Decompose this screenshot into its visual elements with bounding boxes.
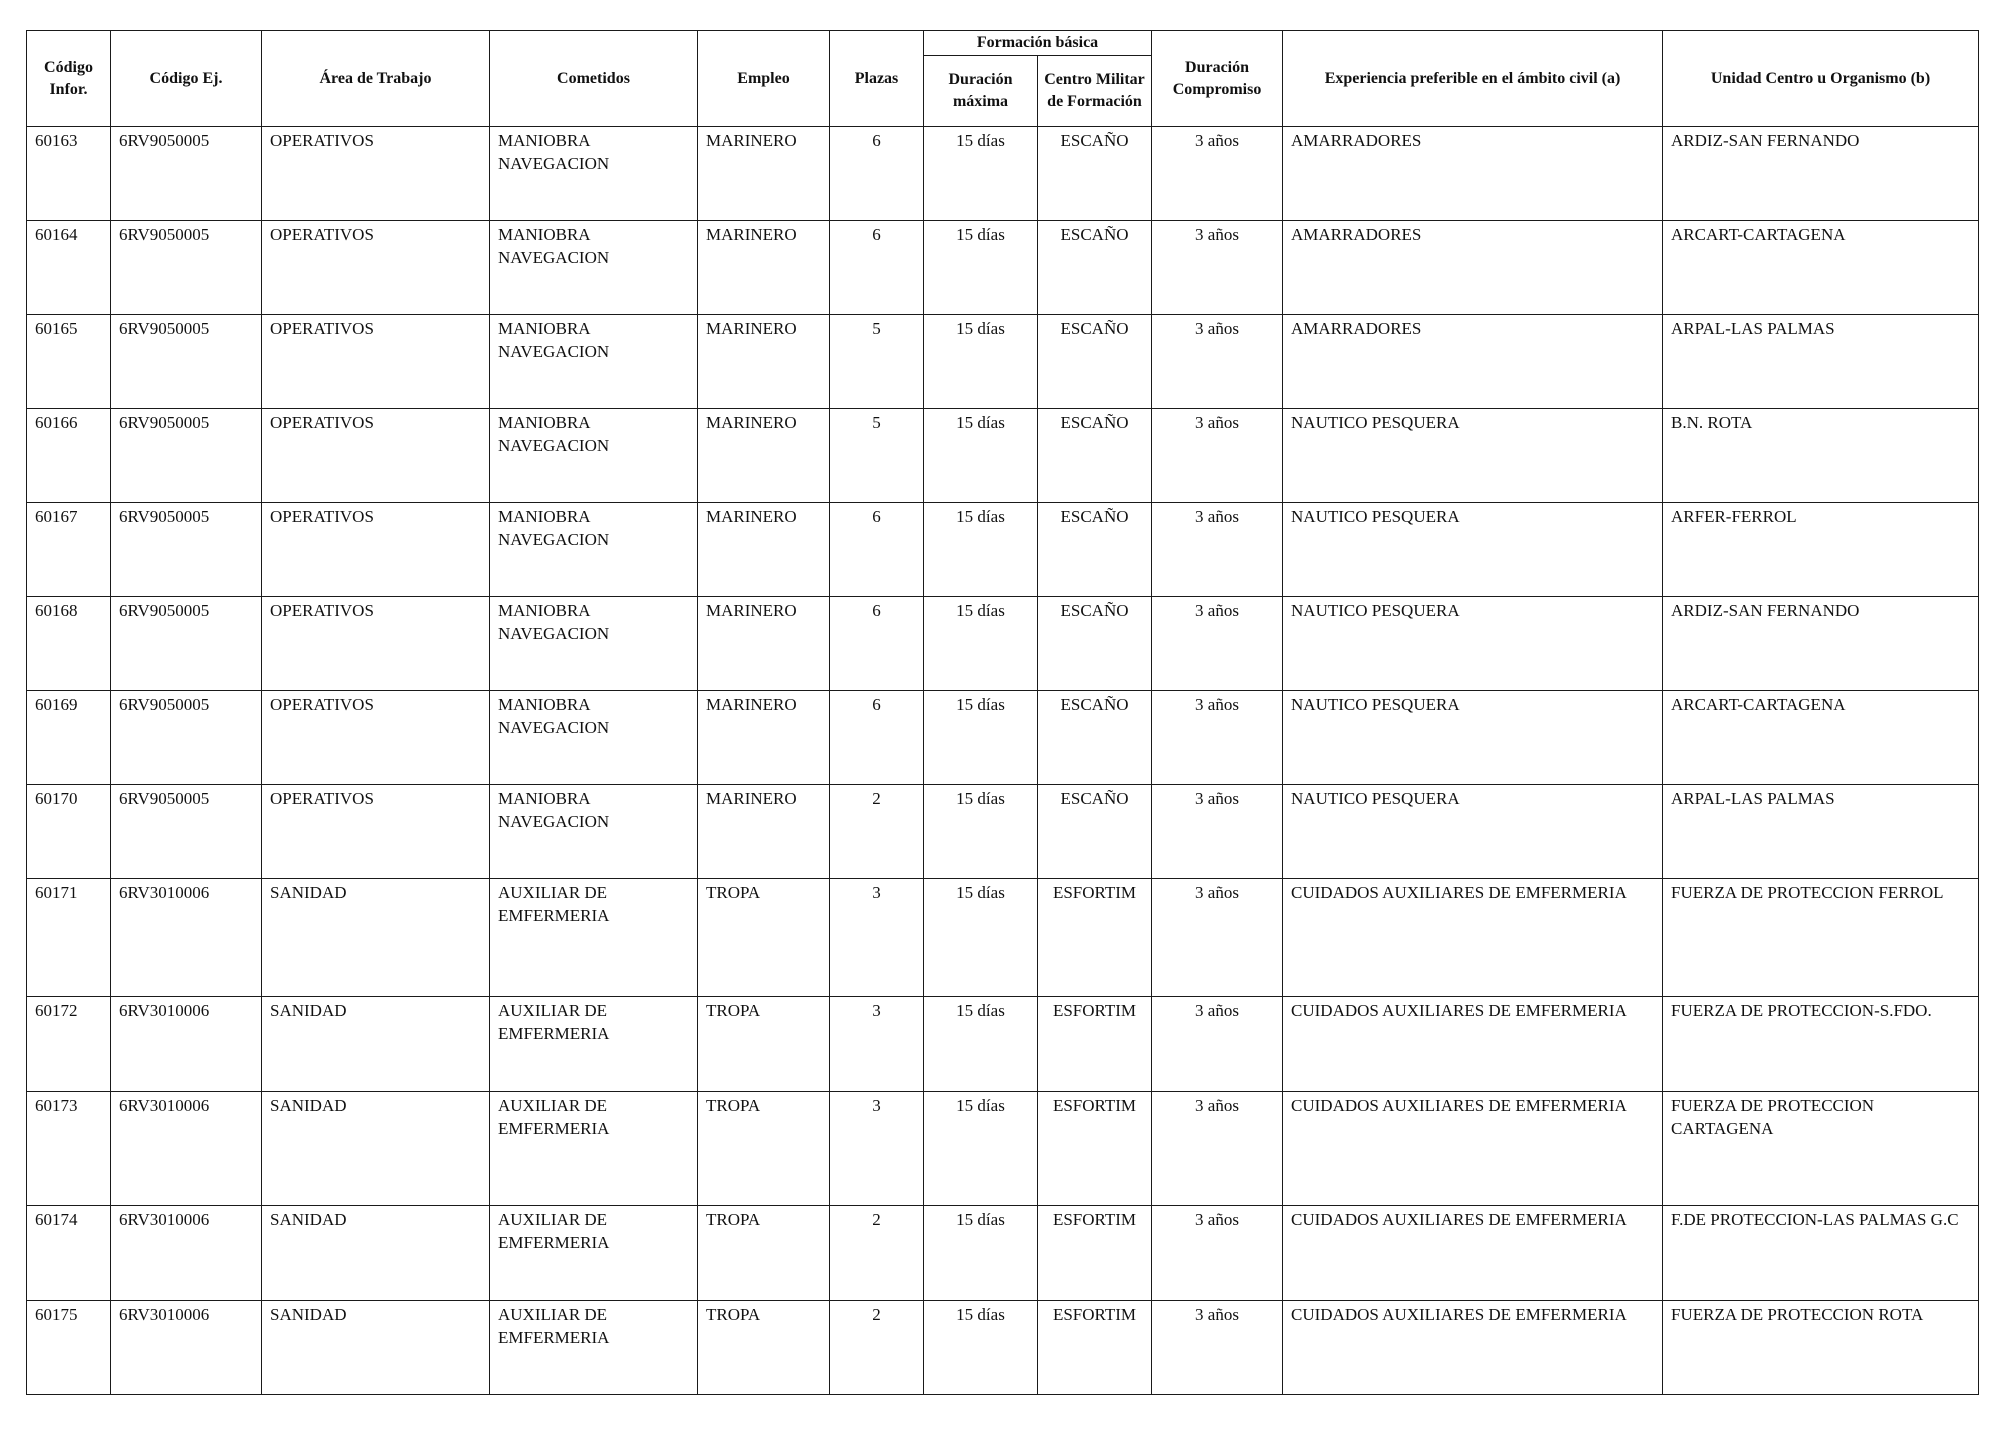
- cell-experiencia: CUIDADOS AUXILIARES DE EMFERMERIA: [1283, 1206, 1663, 1301]
- cell-plazas: 5: [830, 409, 924, 503]
- cell-unidad: FUERZA DE PROTECCION-S.FDO.: [1663, 997, 1979, 1092]
- table-row: [27, 1092, 1979, 1206]
- cell-centro: ESCAÑO: [1038, 597, 1152, 691]
- cell-unidad: F.DE PROTECCION-LAS PALMAS G.C: [1663, 1206, 1979, 1301]
- cell-codigo-infor: 60165: [27, 315, 111, 409]
- header-centro-militar: Centro Militar de Formación: [1038, 56, 1152, 127]
- cell-codigo-infor: 60168: [27, 597, 111, 691]
- table-row: [27, 691, 1979, 785]
- cell-experiencia: CUIDADOS AUXILIARES DE EMFERMERIA: [1283, 1092, 1663, 1206]
- cell-unidad: ARCART-CARTAGENA: [1663, 691, 1979, 785]
- cell-cometidos: AUXILIAR DE EMFERMERIA: [490, 1092, 698, 1206]
- cell-unidad: FUERZA DE PROTECCION FERROL: [1663, 879, 1979, 997]
- table-row: [27, 1206, 1979, 1301]
- cell-empleo: TROPA: [698, 1206, 830, 1301]
- cell-compromiso: 3 años: [1152, 597, 1283, 691]
- header-unidad: Unidad Centro u Organismo (b): [1663, 31, 1979, 127]
- cell-unidad: FUERZA DE PROTECCION CARTAGENA: [1663, 1092, 1979, 1206]
- cell-codigo-infor: 60167: [27, 503, 111, 597]
- cell-codigo-ej: 6RV9050005: [111, 691, 262, 785]
- cell-empleo: TROPA: [698, 879, 830, 997]
- table-row: [27, 315, 1979, 409]
- cell-duracion-maxima: 15 días: [924, 1301, 1038, 1395]
- cell-duracion-maxima: 15 días: [924, 1092, 1038, 1206]
- cell-centro: ESCAÑO: [1038, 409, 1152, 503]
- cell-centro: ESCAÑO: [1038, 315, 1152, 409]
- header-cometidos: Cometidos: [490, 31, 698, 127]
- table-row: [27, 785, 1979, 879]
- table-row: [27, 997, 1979, 1092]
- cell-compromiso: 3 años: [1152, 691, 1283, 785]
- cell-codigo-ej: 6RV3010006: [111, 1092, 262, 1206]
- cell-unidad: ARPAL-LAS PALMAS: [1663, 785, 1979, 879]
- table-row: [27, 409, 1979, 503]
- cell-empleo: TROPA: [698, 1301, 830, 1395]
- table-row: [27, 879, 1979, 997]
- cell-empleo: MARINERO: [698, 221, 830, 315]
- cell-duracion-maxima: 15 días: [924, 315, 1038, 409]
- cell-duracion-maxima: 15 días: [924, 597, 1038, 691]
- cell-unidad: ARFER-FERROL: [1663, 503, 1979, 597]
- cell-experiencia: CUIDADOS AUXILIARES DE EMFERMERIA: [1283, 997, 1663, 1092]
- cell-area: SANIDAD: [262, 1092, 490, 1206]
- cell-centro: ESFORTIM: [1038, 997, 1152, 1092]
- cell-empleo: MARINERO: [698, 691, 830, 785]
- table-row: [27, 127, 1979, 221]
- cell-codigo-infor: 60173: [27, 1092, 111, 1206]
- cell-experiencia: CUIDADOS AUXILIARES DE EMFERMERIA: [1283, 879, 1663, 997]
- cell-codigo-infor: 60170: [27, 785, 111, 879]
- cell-duracion-maxima: 15 días: [924, 879, 1038, 997]
- cell-plazas: 6: [830, 127, 924, 221]
- cell-plazas: 3: [830, 879, 924, 997]
- cell-centro: ESFORTIM: [1038, 1092, 1152, 1206]
- cell-compromiso: 3 años: [1152, 503, 1283, 597]
- cell-codigo-ej: 6RV9050005: [111, 597, 262, 691]
- cell-empleo: MARINERO: [698, 315, 830, 409]
- cell-codigo-ej: 6RV9050005: [111, 785, 262, 879]
- cell-experiencia: AMARRADORES: [1283, 315, 1663, 409]
- cell-centro: ESFORTIM: [1038, 1206, 1152, 1301]
- cell-duracion-maxima: 15 días: [924, 409, 1038, 503]
- cell-area: OPERATIVOS: [262, 597, 490, 691]
- cell-cometidos: MANIOBRA NAVEGACION: [490, 315, 698, 409]
- cell-experiencia: NAUTICO PESQUERA: [1283, 503, 1663, 597]
- header-codigo-ej: Código Ej.: [111, 31, 262, 127]
- cell-duracion-maxima: 15 días: [924, 127, 1038, 221]
- cell-codigo-ej: 6RV3010006: [111, 1206, 262, 1301]
- cell-codigo-infor: 60175: [27, 1301, 111, 1395]
- cell-area: SANIDAD: [262, 1301, 490, 1395]
- cell-compromiso: 3 años: [1152, 315, 1283, 409]
- cell-empleo: MARINERO: [698, 409, 830, 503]
- cell-codigo-infor: 60171: [27, 879, 111, 997]
- table-row: [27, 1301, 1979, 1395]
- cell-codigo-ej: 6RV3010006: [111, 997, 262, 1092]
- cell-codigo-infor: 60164: [27, 221, 111, 315]
- cell-unidad: ARCART-CARTAGENA: [1663, 221, 1979, 315]
- header-duracion-compromiso: Duración Compromiso: [1152, 31, 1283, 127]
- cell-plazas: 6: [830, 691, 924, 785]
- cell-plazas: 6: [830, 597, 924, 691]
- cell-area: SANIDAD: [262, 997, 490, 1092]
- cell-empleo: MARINERO: [698, 785, 830, 879]
- cell-codigo-ej: 6RV9050005: [111, 503, 262, 597]
- cell-centro: ESFORTIM: [1038, 879, 1152, 997]
- cell-plazas: 3: [830, 1092, 924, 1206]
- cell-centro: ESCAÑO: [1038, 785, 1152, 879]
- cell-area: SANIDAD: [262, 879, 490, 997]
- cell-codigo-ej: 6RV9050005: [111, 315, 262, 409]
- cell-cometidos: AUXILIAR DE EMFERMERIA: [490, 1301, 698, 1395]
- cell-area: OPERATIVOS: [262, 221, 490, 315]
- cell-codigo-infor: 60169: [27, 691, 111, 785]
- cell-experiencia: NAUTICO PESQUERA: [1283, 785, 1663, 879]
- cell-codigo-ej: 6RV3010006: [111, 1301, 262, 1395]
- header-formacion-basica: Formación básica: [924, 31, 1152, 56]
- cell-empleo: TROPA: [698, 997, 830, 1092]
- cell-unidad: B.N. ROTA: [1663, 409, 1979, 503]
- cell-plazas: 6: [830, 503, 924, 597]
- header-empleo: Empleo: [698, 31, 830, 127]
- cell-cometidos: MANIOBRA NAVEGACION: [490, 409, 698, 503]
- cell-plazas: 6: [830, 221, 924, 315]
- cell-area: OPERATIVOS: [262, 691, 490, 785]
- table-row: [27, 597, 1979, 691]
- cell-compromiso: 3 años: [1152, 879, 1283, 997]
- cell-cometidos: MANIOBRA NAVEGACION: [490, 221, 698, 315]
- cell-area: OPERATIVOS: [262, 127, 490, 221]
- cell-experiencia: AMARRADORES: [1283, 127, 1663, 221]
- cell-codigo-ej: 6RV3010006: [111, 879, 262, 997]
- cell-cometidos: MANIOBRA NAVEGACION: [490, 127, 698, 221]
- cell-duracion-maxima: 15 días: [924, 503, 1038, 597]
- header-area-de-trabajo: Área de Trabajo: [262, 31, 490, 127]
- vacancies-table: [26, 30, 1979, 1395]
- table-row: [27, 503, 1979, 597]
- cell-experiencia: NAUTICO PESQUERA: [1283, 597, 1663, 691]
- cell-area: OPERATIVOS: [262, 503, 490, 597]
- cell-duracion-maxima: 15 días: [924, 221, 1038, 315]
- cell-empleo: MARINERO: [698, 127, 830, 221]
- cell-codigo-infor: 60172: [27, 997, 111, 1092]
- cell-duracion-maxima: 15 días: [924, 1206, 1038, 1301]
- cell-codigo-ej: 6RV9050005: [111, 221, 262, 315]
- cell-centro: ESCAÑO: [1038, 221, 1152, 315]
- cell-cometidos: MANIOBRA NAVEGACION: [490, 503, 698, 597]
- cell-area: OPERATIVOS: [262, 409, 490, 503]
- cell-compromiso: 3 años: [1152, 1092, 1283, 1206]
- cell-plazas: 2: [830, 1301, 924, 1395]
- cell-duracion-maxima: 15 días: [924, 997, 1038, 1092]
- cell-centro: ESCAÑO: [1038, 503, 1152, 597]
- cell-unidad: ARDIZ-SAN FERNANDO: [1663, 127, 1979, 221]
- cell-plazas: 5: [830, 315, 924, 409]
- cell-centro: ESFORTIM: [1038, 1301, 1152, 1395]
- cell-compromiso: 3 años: [1152, 1301, 1283, 1395]
- cell-duracion-maxima: 15 días: [924, 785, 1038, 879]
- cell-centro: ESCAÑO: [1038, 127, 1152, 221]
- cell-codigo-infor: 60174: [27, 1206, 111, 1301]
- header-experiencia: Experiencia preferible en el ámbito civil (a): [1283, 31, 1663, 127]
- cell-codigo-infor: 60163: [27, 127, 111, 221]
- table-row: [27, 221, 1979, 315]
- cell-empleo: MARINERO: [698, 503, 830, 597]
- cell-compromiso: 3 años: [1152, 221, 1283, 315]
- cell-empleo: MARINERO: [698, 597, 830, 691]
- cell-plazas: 3: [830, 997, 924, 1092]
- cell-cometidos: MANIOBRA NAVEGACION: [490, 785, 698, 879]
- header-codigo-infor: Código Infor.: [27, 31, 111, 127]
- cell-area: OPERATIVOS: [262, 315, 490, 409]
- cell-experiencia: NAUTICO PESQUERA: [1283, 691, 1663, 785]
- cell-compromiso: 3 años: [1152, 997, 1283, 1092]
- cell-unidad: FUERZA DE PROTECCION ROTA: [1663, 1301, 1979, 1395]
- cell-unidad: ARDIZ-SAN FERNANDO: [1663, 597, 1979, 691]
- cell-codigo-ej: 6RV9050005: [111, 409, 262, 503]
- cell-cometidos: AUXILIAR DE EMFERMERIA: [490, 1206, 698, 1301]
- cell-cometidos: AUXILIAR DE EMFERMERIA: [490, 997, 698, 1092]
- header-plazas: Plazas: [830, 31, 924, 127]
- cell-area: OPERATIVOS: [262, 785, 490, 879]
- cell-experiencia: NAUTICO PESQUERA: [1283, 409, 1663, 503]
- header-duracion-maxima: Duración máxima: [924, 56, 1038, 127]
- cell-duracion-maxima: 15 días: [924, 691, 1038, 785]
- cell-codigo-infor: 60166: [27, 409, 111, 503]
- cell-unidad: ARPAL-LAS PALMAS: [1663, 315, 1979, 409]
- table-body: [27, 127, 1979, 1395]
- cell-compromiso: 3 años: [1152, 127, 1283, 221]
- cell-empleo: TROPA: [698, 1092, 830, 1206]
- cell-compromiso: 3 años: [1152, 785, 1283, 879]
- cell-centro: ESCAÑO: [1038, 691, 1152, 785]
- cell-codigo-ej: 6RV9050005: [111, 127, 262, 221]
- table-header: [27, 31, 1979, 127]
- cell-experiencia: AMARRADORES: [1283, 221, 1663, 315]
- cell-cometidos: MANIOBRA NAVEGACION: [490, 691, 698, 785]
- cell-plazas: 2: [830, 785, 924, 879]
- cell-cometidos: MANIOBRA NAVEGACION: [490, 597, 698, 691]
- cell-plazas: 2: [830, 1206, 924, 1301]
- cell-compromiso: 3 años: [1152, 409, 1283, 503]
- cell-experiencia: CUIDADOS AUXILIARES DE EMFERMERIA: [1283, 1301, 1663, 1395]
- cell-area: SANIDAD: [262, 1206, 490, 1301]
- cell-compromiso: 3 años: [1152, 1206, 1283, 1301]
- cell-cometidos: AUXILIAR DE EMFERMERIA: [490, 879, 698, 997]
